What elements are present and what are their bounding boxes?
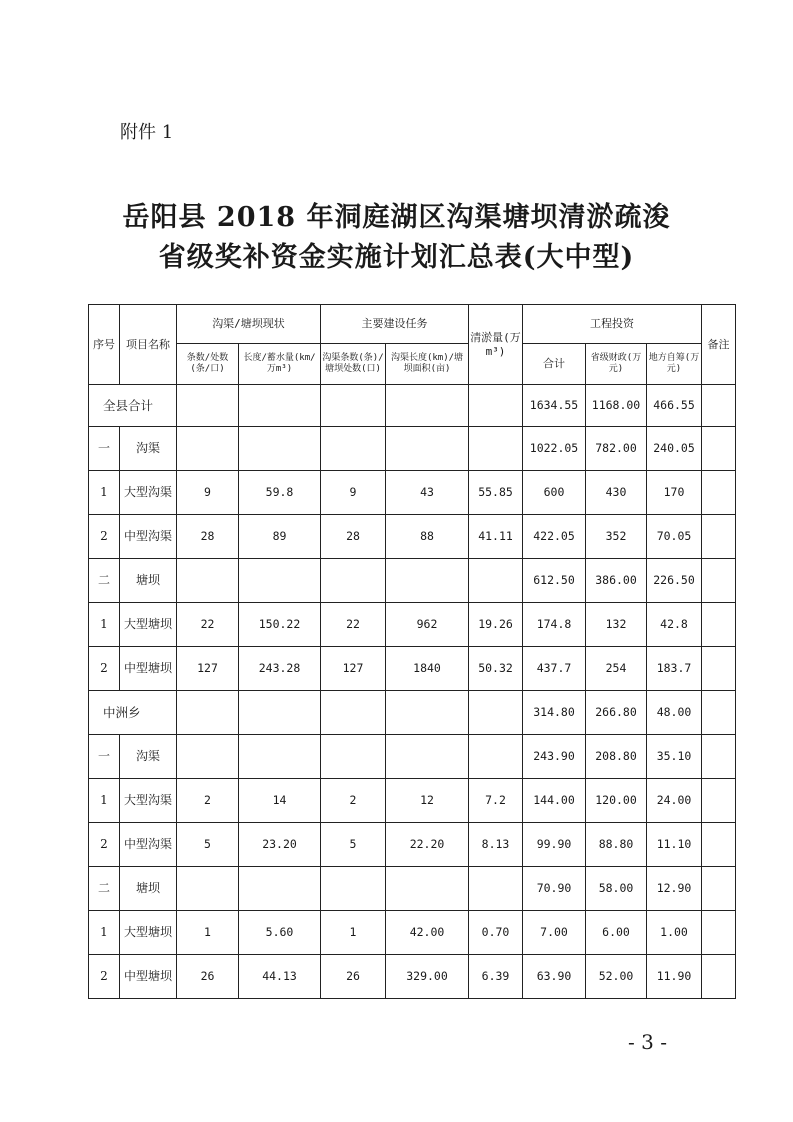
row-name: 全县合计 xyxy=(89,385,177,427)
cell-total: 99.90 xyxy=(523,823,586,867)
cell-c1: 28 xyxy=(177,515,239,559)
cell-local: 70.05 xyxy=(647,515,702,559)
cell-c4: 962 xyxy=(386,603,469,647)
cell-c2: 44.13 xyxy=(239,955,321,999)
cell-local: 183.7 xyxy=(647,647,702,691)
table-row xyxy=(89,955,736,999)
cell-remarks xyxy=(702,471,736,515)
cell-remarks xyxy=(702,735,736,779)
cell-c2 xyxy=(239,559,321,603)
cell-dredge xyxy=(469,735,523,779)
cell-local: 11.90 xyxy=(647,955,702,999)
cell-dredge: 41.11 xyxy=(469,515,523,559)
cell-c4 xyxy=(386,735,469,779)
cell-province: 6.00 xyxy=(586,911,647,955)
cell-c4: 42.00 xyxy=(386,911,469,955)
document-title-line1: 岳阳县 2018 年洞庭湖区沟渠塘坝清淤疏浚 xyxy=(122,202,671,233)
cell-total: 174.8 xyxy=(523,603,586,647)
row-seq: 二 xyxy=(89,559,120,603)
cell-c2: 150.22 xyxy=(239,603,321,647)
cell-c3 xyxy=(321,867,386,911)
row-name: 大型塘坝 xyxy=(120,603,177,647)
header-seq: 序号 xyxy=(89,305,120,385)
cell-province: 430 xyxy=(586,471,647,515)
cell-c1: 22 xyxy=(177,603,239,647)
cell-remarks xyxy=(702,559,736,603)
table-row xyxy=(89,471,736,515)
header-tasks-count: 沟渠条数(条)/塘坝处数(口) xyxy=(321,344,386,385)
cell-c1: 127 xyxy=(177,647,239,691)
header-tasks-group: 主要建设任务 xyxy=(321,305,469,344)
cell-dredge: 8.13 xyxy=(469,823,523,867)
cell-c3: 28 xyxy=(321,515,386,559)
cell-total: 1634.55 xyxy=(523,385,586,427)
header-invest-total: 合计 xyxy=(523,344,586,385)
cell-dredge: 50.32 xyxy=(469,647,523,691)
cell-local: 11.10 xyxy=(647,823,702,867)
table-row xyxy=(89,385,736,427)
cell-c2: 23.20 xyxy=(239,823,321,867)
cell-c4 xyxy=(386,427,469,471)
cell-dredge xyxy=(469,559,523,603)
cell-remarks xyxy=(702,515,736,559)
header-status-group: 沟渠/塘坝现状 xyxy=(177,305,321,344)
row-name: 沟渠 xyxy=(120,735,177,779)
page-number: - 3 - xyxy=(628,1030,667,1054)
cell-c1: 9 xyxy=(177,471,239,515)
cell-c1 xyxy=(177,559,239,603)
cell-c3 xyxy=(321,385,386,427)
cell-c2: 89 xyxy=(239,515,321,559)
cell-c1 xyxy=(177,385,239,427)
cell-c3: 26 xyxy=(321,955,386,999)
cell-c2: 5.60 xyxy=(239,911,321,955)
cell-total: 600 xyxy=(523,471,586,515)
cell-total: 243.90 xyxy=(523,735,586,779)
row-seq: 一 xyxy=(89,427,120,471)
table-row xyxy=(89,911,736,955)
cell-total: 1022.05 xyxy=(523,427,586,471)
cell-local: 226.50 xyxy=(647,559,702,603)
cell-c4: 22.20 xyxy=(386,823,469,867)
cell-remarks xyxy=(702,385,736,427)
table-row xyxy=(89,823,736,867)
cell-dredge xyxy=(469,427,523,471)
cell-c1: 1 xyxy=(177,911,239,955)
cell-c4: 43 xyxy=(386,471,469,515)
cell-dredge xyxy=(469,385,523,427)
cell-local: 466.55 xyxy=(647,385,702,427)
cell-c3 xyxy=(321,559,386,603)
row-name: 大型塘坝 xyxy=(120,911,177,955)
cell-province: 352 xyxy=(586,515,647,559)
cell-total: 437.7 xyxy=(523,647,586,691)
cell-c2 xyxy=(239,867,321,911)
row-name: 塘坝 xyxy=(120,867,177,911)
cell-c3: 5 xyxy=(321,823,386,867)
cell-province: 88.80 xyxy=(586,823,647,867)
cell-c3: 9 xyxy=(321,471,386,515)
attachment-label: 附件 1 xyxy=(120,122,174,143)
cell-dredge: 19.26 xyxy=(469,603,523,647)
row-seq: 1 xyxy=(89,911,120,955)
cell-c2 xyxy=(239,427,321,471)
cell-total: 63.90 xyxy=(523,955,586,999)
document-title-line2: 省级奖补资金实施计划汇总表(大中型) xyxy=(158,242,635,273)
table-row xyxy=(89,735,736,779)
cell-dredge: 6.39 xyxy=(469,955,523,999)
cell-c2 xyxy=(239,385,321,427)
cell-c3 xyxy=(321,691,386,735)
cell-remarks xyxy=(702,603,736,647)
row-name: 沟渠 xyxy=(120,427,177,471)
cell-c3: 127 xyxy=(321,647,386,691)
cell-c1 xyxy=(177,867,239,911)
cell-c3 xyxy=(321,427,386,471)
row-name: 中型沟渠 xyxy=(120,515,177,559)
cell-dredge: 7.2 xyxy=(469,779,523,823)
cell-remarks xyxy=(702,427,736,471)
cell-total: 144.00 xyxy=(523,779,586,823)
row-seq: 2 xyxy=(89,955,120,999)
cell-province: 266.80 xyxy=(586,691,647,735)
cell-local: 42.8 xyxy=(647,603,702,647)
cell-total: 314.80 xyxy=(523,691,586,735)
cell-remarks xyxy=(702,691,736,735)
row-name: 大型沟渠 xyxy=(120,779,177,823)
cell-c2: 59.8 xyxy=(239,471,321,515)
cell-c4 xyxy=(386,867,469,911)
cell-c4: 329.00 xyxy=(386,955,469,999)
table-row xyxy=(89,427,736,471)
cell-c1: 5 xyxy=(177,823,239,867)
cell-c3: 2 xyxy=(321,779,386,823)
header-invest-province: 省级财政(万元) xyxy=(586,344,647,385)
row-name: 塘坝 xyxy=(120,559,177,603)
summary-table xyxy=(88,304,736,999)
cell-province: 782.00 xyxy=(586,427,647,471)
row-seq: 二 xyxy=(89,867,120,911)
cell-remarks xyxy=(702,911,736,955)
cell-local: 240.05 xyxy=(647,427,702,471)
cell-province: 1168.00 xyxy=(586,385,647,427)
cell-remarks xyxy=(702,823,736,867)
cell-province: 254 xyxy=(586,647,647,691)
cell-dredge: 55.85 xyxy=(469,471,523,515)
cell-c1: 2 xyxy=(177,779,239,823)
cell-c2 xyxy=(239,691,321,735)
cell-c1: 26 xyxy=(177,955,239,999)
row-name: 大型沟渠 xyxy=(120,471,177,515)
cell-dredge xyxy=(469,867,523,911)
header-project-name: 项目名称 xyxy=(120,305,177,385)
cell-province: 208.80 xyxy=(586,735,647,779)
cell-local: 24.00 xyxy=(647,779,702,823)
header-dredge: 清淤量(万m³) xyxy=(469,305,523,385)
table-row xyxy=(89,691,736,735)
cell-local: 1.00 xyxy=(647,911,702,955)
cell-c4 xyxy=(386,559,469,603)
cell-province: 132 xyxy=(586,603,647,647)
row-seq: 2 xyxy=(89,515,120,559)
table-row xyxy=(89,515,736,559)
cell-total: 7.00 xyxy=(523,911,586,955)
cell-c1 xyxy=(177,691,239,735)
header-remarks: 备注 xyxy=(702,305,736,385)
cell-c4: 1840 xyxy=(386,647,469,691)
cell-c1 xyxy=(177,735,239,779)
cell-remarks xyxy=(702,779,736,823)
header-tasks-length: 沟渠长度(km)/塘坝面积(亩) xyxy=(386,344,469,385)
cell-local: 170 xyxy=(647,471,702,515)
cell-total: 422.05 xyxy=(523,515,586,559)
cell-local: 12.90 xyxy=(647,867,702,911)
cell-c1 xyxy=(177,427,239,471)
cell-total: 612.50 xyxy=(523,559,586,603)
row-seq: 2 xyxy=(89,823,120,867)
row-name: 中型沟渠 xyxy=(120,823,177,867)
header-invest-group: 工程投资 xyxy=(523,305,702,344)
row-name: 中洲乡 xyxy=(89,691,177,735)
header-status-count: 条数/处数(条/口) xyxy=(177,344,239,385)
cell-local: 35.10 xyxy=(647,735,702,779)
cell-c3: 1 xyxy=(321,911,386,955)
cell-dredge xyxy=(469,691,523,735)
row-name: 中型塘坝 xyxy=(120,955,177,999)
table-row xyxy=(89,867,736,911)
cell-c4 xyxy=(386,385,469,427)
cell-local: 48.00 xyxy=(647,691,702,735)
row-seq: 1 xyxy=(89,471,120,515)
row-seq: 1 xyxy=(89,603,120,647)
cell-c3 xyxy=(321,735,386,779)
table-row xyxy=(89,559,736,603)
table-row xyxy=(89,779,736,823)
row-seq: 2 xyxy=(89,647,120,691)
table-row xyxy=(89,647,736,691)
row-name: 中型塘坝 xyxy=(120,647,177,691)
cell-c3: 22 xyxy=(321,603,386,647)
row-seq: 1 xyxy=(89,779,120,823)
cell-province: 58.00 xyxy=(586,867,647,911)
cell-province: 386.00 xyxy=(586,559,647,603)
header-status-length: 长度/蓄水量(km/万m³) xyxy=(239,344,321,385)
cell-c4: 12 xyxy=(386,779,469,823)
cell-dredge: 0.70 xyxy=(469,911,523,955)
cell-total: 70.90 xyxy=(523,867,586,911)
cell-c4: 88 xyxy=(386,515,469,559)
table-row xyxy=(89,603,736,647)
cell-c2: 243.28 xyxy=(239,647,321,691)
cell-province: 52.00 xyxy=(586,955,647,999)
cell-province: 120.00 xyxy=(586,779,647,823)
cell-remarks xyxy=(702,647,736,691)
cell-c2: 14 xyxy=(239,779,321,823)
row-seq: 一 xyxy=(89,735,120,779)
cell-c2 xyxy=(239,735,321,779)
cell-remarks xyxy=(702,867,736,911)
header-invest-local: 地方自筹(万元) xyxy=(647,344,702,385)
cell-c4 xyxy=(386,691,469,735)
cell-remarks xyxy=(702,955,736,999)
